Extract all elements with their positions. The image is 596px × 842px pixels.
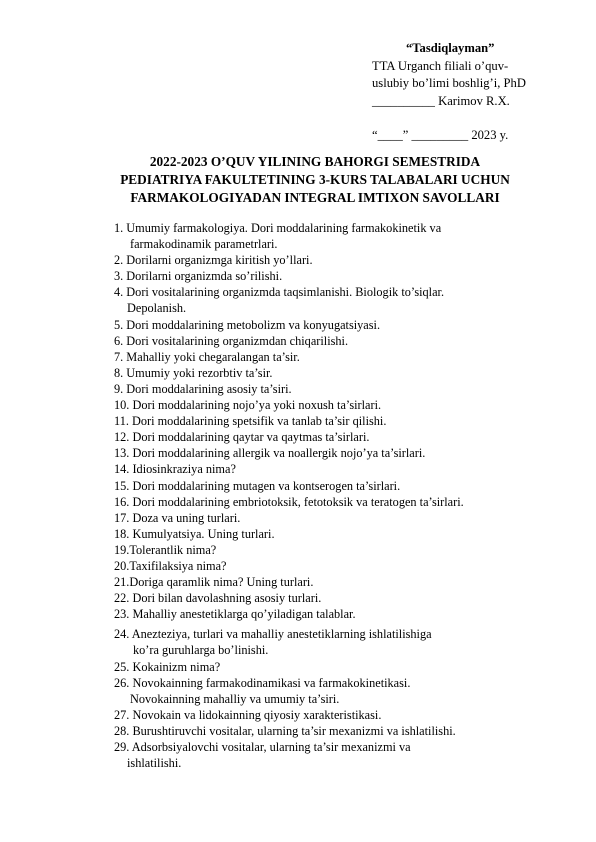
- question-2: 2. Dorilarni organizmga kiritish yo’llari.: [114, 253, 313, 268]
- question-20: 20.Taxifilaksiya nima?: [114, 558, 227, 573]
- question-4-continued: Depolanish.: [127, 301, 187, 316]
- approval-signature-line: __________ Karimov R.X.: [372, 93, 510, 108]
- title-line-3: FARMAKOLOGIYADAN INTEGRAL IMTIXON SAVOLLARI: [130, 190, 500, 205]
- question-list: [114, 220, 534, 771]
- question-10: 10. Dori moddalarining nojo’ya yoki noxush ta’sirlari.: [114, 398, 382, 413]
- title-line-1: 2022-2023 O’QUV YILINING BAHORGI SEMESTRIDA: [149, 154, 481, 169]
- question-29-continued: ishlatilishi.: [127, 756, 182, 771]
- question-1-continued: farmakodinamik parametrlari.: [130, 237, 278, 252]
- question-22: 22. Dori bilan davolashning asosiy turlari.: [114, 591, 322, 606]
- question-6: 6. Dori vositalarining organizmdan chiqarilishi.: [114, 333, 349, 348]
- question-17: 17. Doza va uning turlari.: [114, 510, 241, 525]
- question-26: 26. Novokainning farmakodinamikasi va farmakokinetikasi.: [114, 675, 411, 690]
- approval-date-line: “____” _________ 2023 y.: [372, 128, 509, 142]
- question-19: 19.Tolerantlik nima?: [114, 542, 217, 557]
- question-3: 3. Dorilarni organizmda so’rilishi.: [114, 269, 283, 284]
- question-29: 29. Adsorbsiyalovchi vositalar, ularning ta’sir mexanizmi va: [114, 740, 411, 754]
- question-26-continued: Novokainning mahalliy va umumiy ta’siri.: [130, 691, 340, 706]
- approval-line-1: TTA Urganch filiali o’quv-: [372, 58, 509, 73]
- approval-heading: “Tasdiqlayman”: [406, 41, 495, 55]
- question-13: 13. Dori moddalarining allergik va noallergik nojo’ya ta’sirlari.: [114, 446, 426, 461]
- question-24-continued: ko’ra guruhlarga bo’linishi.: [133, 643, 269, 658]
- question-28: 28. Burushtiruvchi vositalar, ularning ta’sir mexanizmi va ishlatilishi.: [114, 723, 456, 738]
- document-title: [100, 153, 530, 207]
- question-18: 18. Kumulyatsiya. Uning turlari.: [114, 526, 275, 541]
- question-7: 7. Mahalliy yoki chegaralangan ta’sir.: [114, 349, 300, 364]
- question-12: 12. Dori moddalarining qaytar va qaytmas ta’sirlari.: [114, 430, 370, 445]
- question-21: 21.Doriga qaramlik nima? Uning turlari.: [114, 575, 314, 590]
- title-line-2: PEDIATRIYA FAKULTETINING 3-KURS TALABALARI UCHUN: [120, 172, 510, 187]
- question-4: 4. Dori vositalarining organizmda taqsimlanishi. Biologik to’siqlar.: [114, 285, 445, 300]
- question-8: 8. Umumiy yoki rezorbtiv ta’sir.: [114, 365, 273, 380]
- question-11: 11. Dori moddalarining spetsifik va tanlab ta’sir qilishi.: [114, 414, 387, 429]
- question-24: 24. Anezteziya, turlari va mahalliy anestetiklarning ishlatilishiga: [114, 627, 432, 642]
- question-23: 23. Mahalliy anestetiklarga qo’yiladigan talablar.: [114, 607, 356, 622]
- question-15: 15. Dori moddalarining mutagen va kontserogen ta’sirlari.: [114, 478, 401, 493]
- question-27: 27. Novokain va lidokainning qiyosiy xarakteristikasi.: [114, 707, 382, 722]
- approval-block: [372, 40, 572, 145]
- question-1: 1. Umumiy farmakologiya. Dori moddalarining farmakokinetik va: [114, 221, 442, 235]
- question-25: 25. Kokainizm nima?: [114, 659, 221, 674]
- question-14: 14. Idiosinkraziya nima?: [114, 462, 236, 477]
- question-9: 9. Dori moddalarining asosiy ta’siri.: [114, 381, 292, 396]
- question-5: 5. Dori moddalarining metobolizm va konyugatsiyasi.: [114, 317, 381, 332]
- approval-line-2: uslubiy bo’limi boshlig’i, PhD: [372, 76, 526, 90]
- question-16: 16. Dori moddalarining embriotoksik, fetotoksik va teratogen ta’sirlari.: [114, 494, 464, 509]
